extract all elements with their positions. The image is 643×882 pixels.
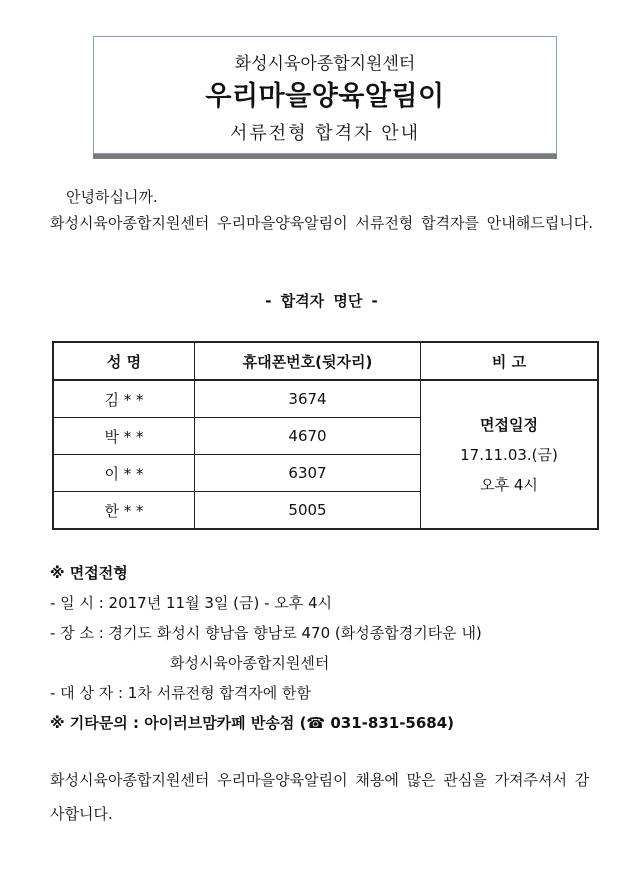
header-title: 우리마을양육알림이	[205, 81, 445, 112]
interview-target-row	[50, 678, 482, 708]
interview-date-row	[50, 588, 482, 618]
header-subtitle: 서류전형 합격자 안내	[230, 123, 420, 144]
interview-heading: ※ 면접전형	[50, 564, 128, 582]
col-header-phone: 휴대폰번호(뒷자리)	[195, 342, 421, 380]
col-header-remarks: 비 고	[421, 342, 599, 380]
cell-phone: 6307	[195, 455, 421, 492]
header-org: 화성시육아종합지원센터	[234, 54, 416, 74]
date-label: - 일 시 :	[50, 594, 104, 612]
cell-phone: 3674	[195, 380, 421, 418]
target-value: 1차 서류전형 합격자에 한함	[127, 684, 312, 702]
cell-name: 이 * *	[53, 455, 195, 492]
place-line1: 경기도 화성시 향남읍 향남로 470 (화성종합경기타운 내)	[108, 624, 482, 642]
col-header-name: 성 명	[53, 342, 195, 380]
interview-place-row	[50, 618, 482, 648]
roster-table	[52, 341, 599, 530]
remarks-time: 오후 4시	[480, 475, 538, 494]
date-value: 2017년 11월 3일 (금) - 오후 4시	[108, 594, 333, 612]
table-row	[53, 380, 598, 418]
intro-paragraph: 화성시육아종합지원센터 우리마을양육알림이 서류전형 합격자를 안내해드립니다.	[50, 214, 593, 232]
contact-value: 아이러브맘카페 반송점 (☎ 031-831-5684)	[144, 714, 455, 732]
remarks-label: 면접일정	[480, 415, 538, 434]
cell-name: 김 * *	[53, 380, 195, 418]
contact-label: ※ 기타문의 :	[50, 714, 139, 732]
cell-name: 박 * *	[53, 418, 195, 455]
target-label: - 대 상 자 :	[50, 684, 124, 702]
cell-phone: 5005	[195, 492, 421, 530]
cell-name: 한 * *	[53, 492, 195, 530]
list-title: - 합격자 명단 -	[265, 292, 378, 310]
remarks-date: 17.11.03.(금)	[460, 445, 558, 464]
contact-row	[50, 708, 482, 738]
cell-phone: 4670	[195, 418, 421, 455]
greeting: 안녕하십니까.	[66, 188, 158, 206]
interview-section	[50, 558, 482, 738]
header-box	[93, 36, 557, 154]
place-line2: 화성시육아종합지원센터	[170, 654, 330, 672]
closing-paragraph: 화성시육아종합지원센터 우리마을양육알림이 채용에 많은 관심을 가져주셔서 감사합니다.	[50, 771, 590, 823]
place-label: - 장 소 :	[50, 624, 104, 642]
cell-remarks	[421, 380, 599, 529]
